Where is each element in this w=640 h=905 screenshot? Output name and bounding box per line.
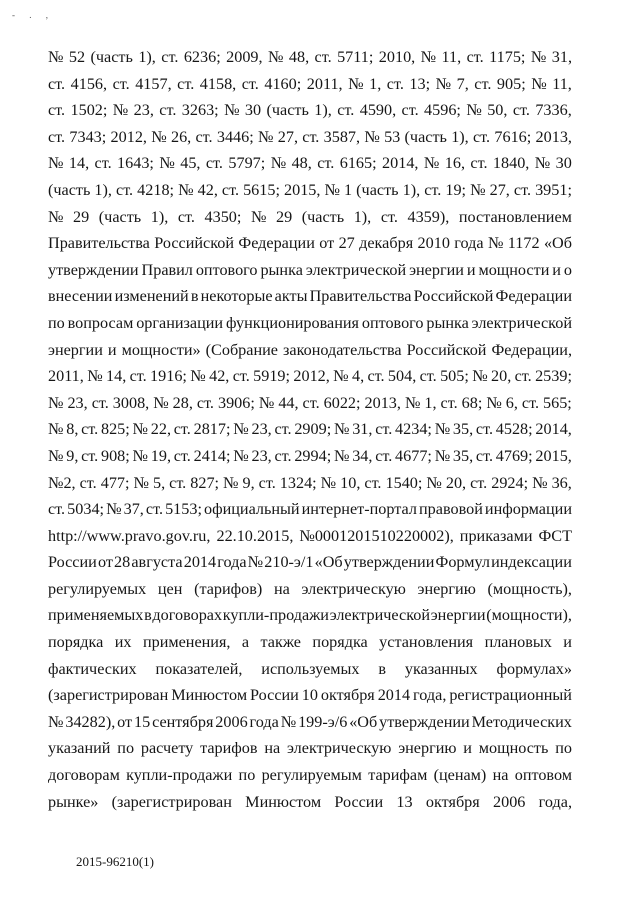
document-body-text [48, 44, 572, 815]
text-line: № 52 (часть 1), ст. 6236; 2009, № 48, ст. 5711; 2010, № 11, ст. 1175; № 31, [48, 48, 572, 66]
text-line: http://www.pravo.gov.ru, 22.10.2015, №0001201510220002), приказами ФСТ [48, 526, 572, 545]
text-line: № 8, ст. 825; № 22, ст. 2817; № 23, ст. 2909; № 31, ст. 4234; № 35, ст. 4528; 2014, [48, 420, 572, 439]
text-line: фактических показателей, используемых в указанных формулах» [48, 659, 572, 678]
text-line: Правительства Российской Федерации от 27 декабря 2010 года № 1172 «Об [48, 234, 572, 253]
text-line: №2, ст. 477; № 5, ст. 827; № 9, ст. 1324; № 10, ст. 1540; № 20, ст. 2924; № 36, [48, 473, 572, 492]
text-line: № 29 (часть 1), ст. 4350; № 29 (часть 1), ст. 4359), постановлением [48, 207, 572, 226]
text-line: договорам купли-продажи по регулируемым тарифам (ценам) на оптовом [48, 766, 572, 785]
text-line: рынке» (зарегистрирован Минюстом России 13 октября 2006 года, [48, 792, 572, 811]
text-line: ст. 1502; № 23, ст. 3263; № 30 (часть 1), ст. 4590, ст. 4596; № 50, ст. 7336, [48, 101, 572, 120]
text-line: (зарегистрирован Минюстом России 10 октября 2014 года, регистрационный [48, 686, 572, 705]
text-line: энергии и мощности» (Собрание законодательства Российской Федерации, [48, 340, 572, 359]
text-line: ст. 4156, ст. 4157, ст. 4158, ст. 4160; 2011, № 1, ст. 13; № 7, ст. 905; № 11, [48, 74, 572, 93]
text-line: (часть 1), ст. 4218; № 42, ст. 5615; 2015, № 1 (часть 1), ст. 19; № 27, ст. 3951; [48, 180, 572, 199]
text-line: № 34282), от 15 сентября 2006 года № 199-э/6 «Об утверждении Методических [48, 712, 572, 731]
text-line: № 9, ст. 908; № 19, ст. 2414; № 23, ст. 2994; № 34, ст. 4677; № 35, ст. 4769; 2015, [48, 446, 572, 465]
document-code: 2015-96210(1) [76, 854, 154, 869]
text-line: применяемых в договорах купли-продажи электрической энергии (мощности), [48, 606, 572, 625]
text-line: регулируемых цен (тарифов) на электрическую энергию (мощность), [48, 579, 572, 598]
text-line: России от 28 августа 2014 года № 210-э/1 «Об утверждении Формул индексации [48, 553, 572, 572]
text-line: ст. 7343; 2012, № 26, ст. 3446; № 27, ст. 3587, № 53 (часть 1), ст. 7616; 2013, [48, 127, 572, 146]
text-line: указаний по расчету тарифов на электрическую энергию и мощность по [48, 739, 572, 758]
text-line: ст. 5034; № 37, ст. 5153; официальный интернет-портал правовой информации [48, 500, 572, 519]
text-line: утверждении Правил оптового рынка электрической энергии и мощности и о [48, 260, 572, 279]
text-line: № 23, ст. 3008, № 28, ст. 3906; № 44, ст. 6022; 2013, № 1, ст. 68; № 6, ст. 565; [48, 393, 572, 412]
text-line: по вопросам организации функционирования оптового рынка электрической [48, 313, 572, 332]
text-line: внесении изменений в некоторые акты Правительства Российской Федерации [48, 287, 572, 306]
text-line: порядка их применения, а также порядка установления плановых и [48, 633, 572, 652]
text-line: 2011, № 14, ст. 1916; № 42, ст. 5919; 2012, № 4, ст. 504, ст. 505; № 20, ст. 2539; [48, 367, 572, 386]
scan-marks: - . , [12, 10, 54, 20]
text-line: № 14, ст. 1643; № 45, ст. 5797; № 48, ст. 6165; 2014, № 16, ст. 1840, № 30 [48, 154, 572, 173]
